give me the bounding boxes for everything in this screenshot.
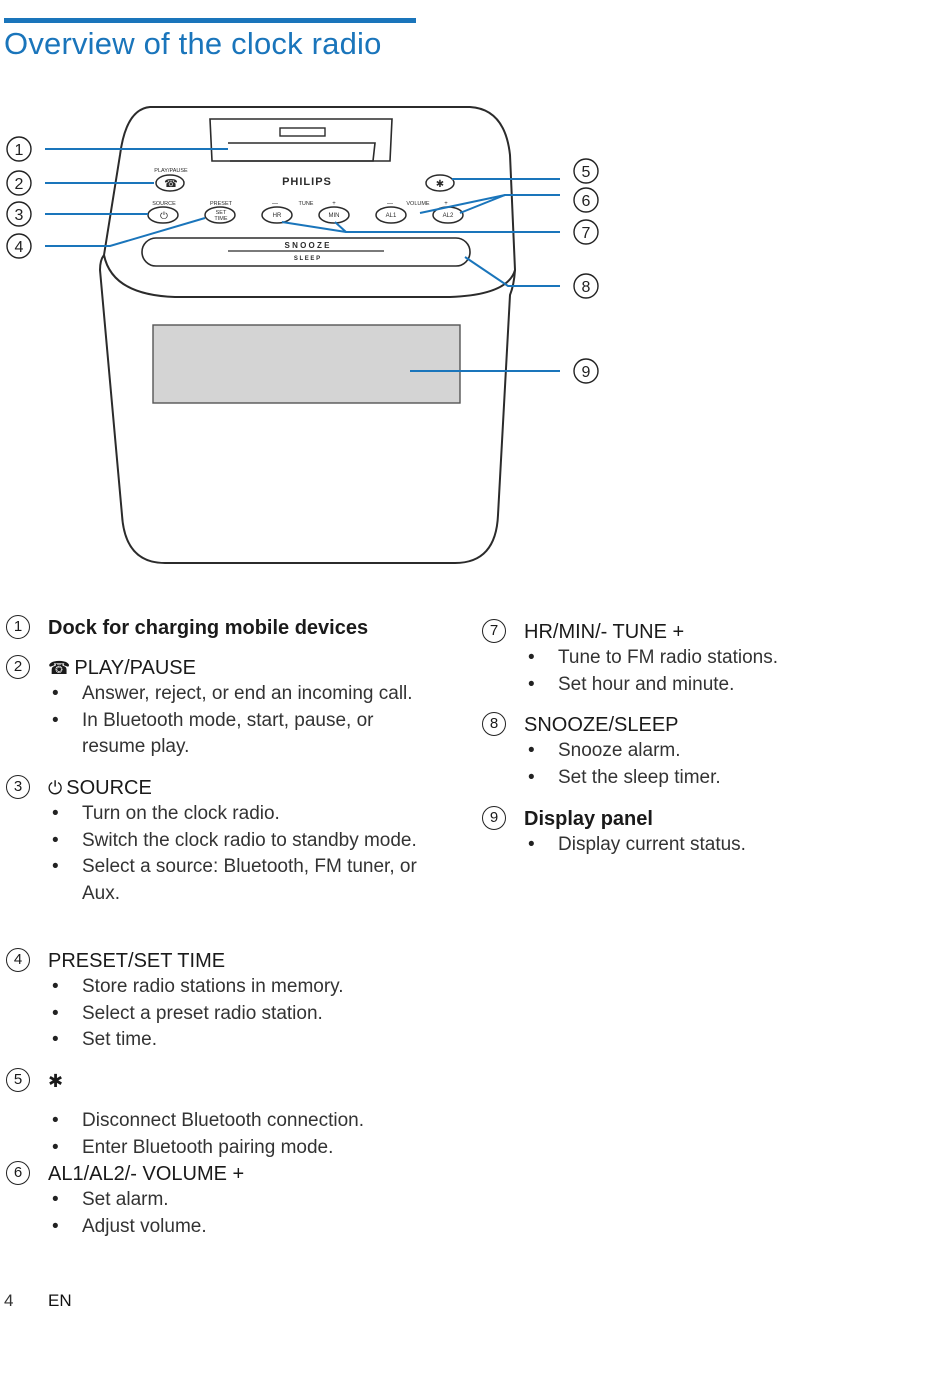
svg-text:4: 4 <box>14 239 24 256</box>
svg-text:1: 1 <box>14 142 24 159</box>
svg-text:5: 5 <box>581 164 591 181</box>
svg-text:—: — <box>272 201 278 207</box>
item-3: 3 ⏻ SOURCE • Turn on the clock radio. • Switch the clock radio to standby mode. • Select a source: Bluetooth, FM tuner, or Aux. <box>6 775 418 907</box>
callout-9 <box>574 359 598 383</box>
svg-text:—: — <box>387 201 393 207</box>
language-code: EN <box>48 1291 72 1310</box>
svg-text:+: + <box>332 201 336 207</box>
callout-2 <box>7 171 31 195</box>
svg-text:6: 6 <box>581 193 591 210</box>
play-pause-label: PLAY/PAUSE <box>154 168 188 174</box>
item-3-label: SOURCE <box>66 777 152 799</box>
sleep-label: S L E E P <box>293 256 321 262</box>
svg-text:7: 7 <box>581 225 591 242</box>
svg-text:TIME: TIME <box>214 216 228 222</box>
dock <box>210 119 392 161</box>
snooze-label: S N O O Z E <box>284 241 330 250</box>
item-9: 9 Display panel • Display current status. <box>482 806 746 859</box>
callout-3 <box>7 202 31 226</box>
page-title: Overview of the clock radio <box>4 26 382 61</box>
item-2: 2 ☎ PLAY/PAUSE • Answer, reject, or end an incoming call. • In Bluetooth mode, start, pause, or resume play. <box>6 655 418 761</box>
item-7-label: HR/MIN/- TUNE + <box>524 621 685 643</box>
hr-label: HR <box>272 213 282 219</box>
power-icon: ⏻ <box>48 778 63 798</box>
svg-text:SET: SET <box>215 210 227 216</box>
phone-icon: ☎ <box>48 658 71 678</box>
item-4-label: PRESET/SET TIME <box>48 950 226 972</box>
item-6: 6 AL1/AL2/- VOLUME + • Set alarm. • Adjust volume. <box>6 1161 207 1240</box>
callout-5 <box>574 159 598 183</box>
svg-text:8: 8 <box>581 279 591 296</box>
bluetooth-icon: ✱ <box>48 1071 64 1091</box>
callout-7 <box>574 220 598 244</box>
display-panel <box>153 325 460 403</box>
item-8-label: SNOOZE/SLEEP <box>524 714 679 736</box>
volume-label: VOLUME <box>406 201 430 207</box>
svg-text:2: 2 <box>14 176 24 193</box>
al2-label: AL2 <box>442 213 454 219</box>
svg-text:3: 3 <box>14 207 24 224</box>
title-rule <box>4 18 416 23</box>
tune-label: TUNE <box>298 201 314 207</box>
item-6-label: AL1/AL2/- VOLUME + <box>48 1163 245 1185</box>
source-label: SOURCE <box>152 201 176 207</box>
min-label: MIN <box>328 213 340 219</box>
al1-label: AL1 <box>385 213 397 219</box>
item-5: 5 ✱ • Disconnect Bluetooth connection. • Enter Bluetooth pairing mode. <box>6 1068 364 1161</box>
svg-text:9: 9 <box>581 364 591 381</box>
item-1-label: Dock for charging mobile devices <box>48 617 369 639</box>
item-9-label: Display panel <box>524 808 653 830</box>
callout-6 <box>574 188 598 212</box>
callout-1 <box>7 137 31 161</box>
item-8: 8 SNOOZE/SLEEP • Snooze alarm. • Set the sleep timer. <box>482 712 721 791</box>
power-icon: ⏻ <box>160 211 168 222</box>
bluetooth-icon: ✱ <box>435 179 445 190</box>
item-2-label: PLAY/PAUSE <box>74 657 196 679</box>
phone-icon: ☎ <box>164 178 178 190</box>
item-7: 7 HR/MIN/- TUNE + • Tune to FM radio stations. • Set hour and minute. <box>482 619 778 698</box>
page-number: 4 <box>4 1291 14 1310</box>
item-4: 4 PRESET/SET TIME • Store radio stations in memory. • Select a preset radio station. • Set time. <box>6 948 344 1054</box>
brand-logo: PHILIPS <box>282 176 332 188</box>
callout-4 <box>7 234 31 258</box>
callout-8 <box>574 274 598 298</box>
svg-text:+: + <box>444 201 448 207</box>
preset-label: PRESET <box>209 201 233 207</box>
clock-radio-diagram <box>0 95 640 575</box>
